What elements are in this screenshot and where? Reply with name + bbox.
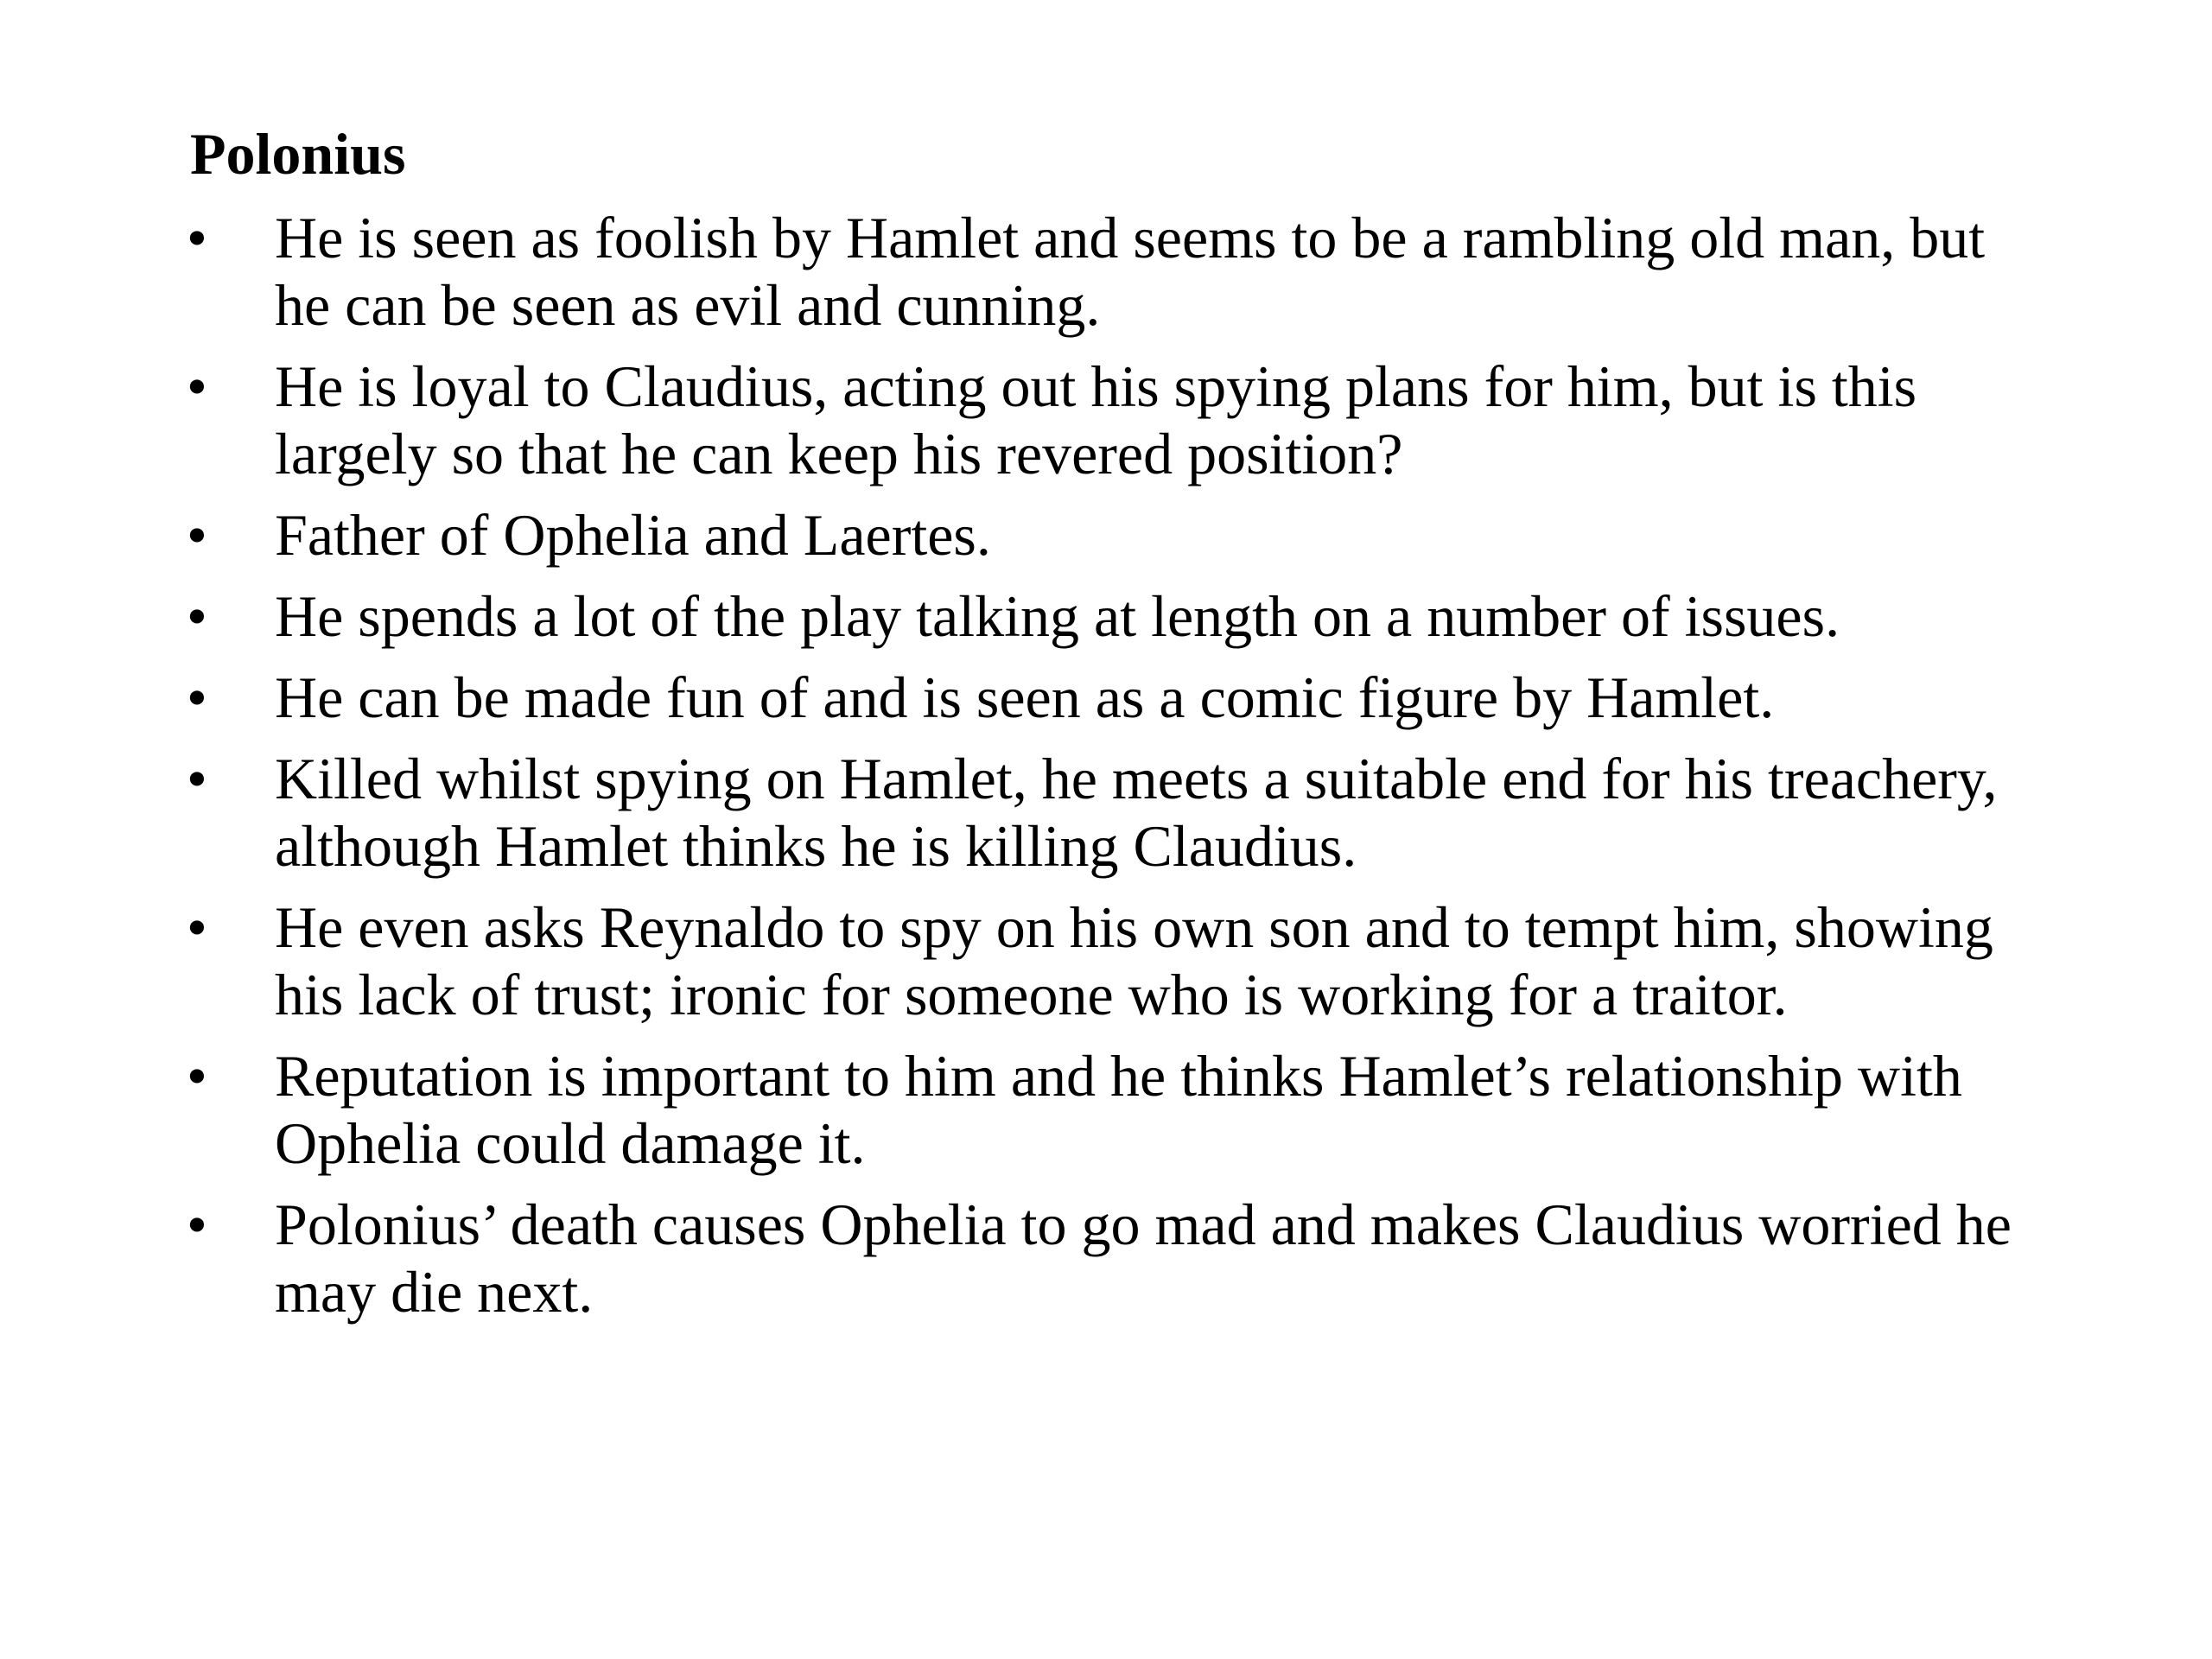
bullet-item	[183, 501, 2050, 569]
bullet-item	[183, 204, 2050, 339]
bullet-text: He is loyal to Claudius, acting out his spying plans for him, but is this largely so that he can keep his revered position?	[275, 353, 1917, 486]
bullet-icon: •	[187, 205, 207, 270]
bullet-icon: •	[187, 746, 207, 811]
bullet-list	[183, 204, 2050, 1339]
bullet-item	[183, 353, 2050, 487]
bullet-item	[183, 1042, 2050, 1177]
bullet-item	[183, 893, 2050, 1028]
bullet-item	[183, 582, 2050, 650]
bullet-icon: •	[187, 1043, 207, 1109]
bullet-icon: •	[187, 583, 207, 649]
bullet-text: Reputation is important to him and he thinks Hamlet’s relationship with Ophelia could damage it.	[275, 1043, 1962, 1176]
bullet-icon: •	[187, 353, 207, 419]
slide-title: Polonius	[190, 121, 406, 187]
bullet-item	[183, 664, 2050, 731]
bullet-icon: •	[187, 894, 207, 960]
bullet-item	[183, 1191, 2050, 1325]
bullet-item	[183, 745, 2050, 880]
bullet-text: Killed whilst spying on Hamlet, he meets a suitable end for his treachery, although Hamlet thinks he is killing Claudius.	[275, 746, 1998, 879]
bullet-text: He spends a lot of the play talking at length on a number of issues.	[275, 583, 1840, 649]
bullet-icon: •	[187, 502, 207, 568]
bullet-text: Father of Ophelia and Laertes.	[275, 502, 991, 568]
bullet-text: He is seen as foolish by Hamlet and seems to be a rambling old man, but he can be seen as evil and cunning.	[275, 205, 1986, 338]
bullet-icon: •	[187, 1192, 207, 1257]
bullet-icon: •	[187, 664, 207, 730]
bullet-text: Polonius’ death causes Ophelia to go mad and makes Claudius worried he may die next.	[275, 1192, 2012, 1325]
bullet-text: He can be made fun of and is seen as a comic figure by Hamlet.	[275, 664, 1775, 730]
bullet-text: He even asks Reynaldo to spy on his own son and to tempt him, showing his lack of trust; ironic for someone who is working for a traitor.	[275, 894, 1993, 1027]
